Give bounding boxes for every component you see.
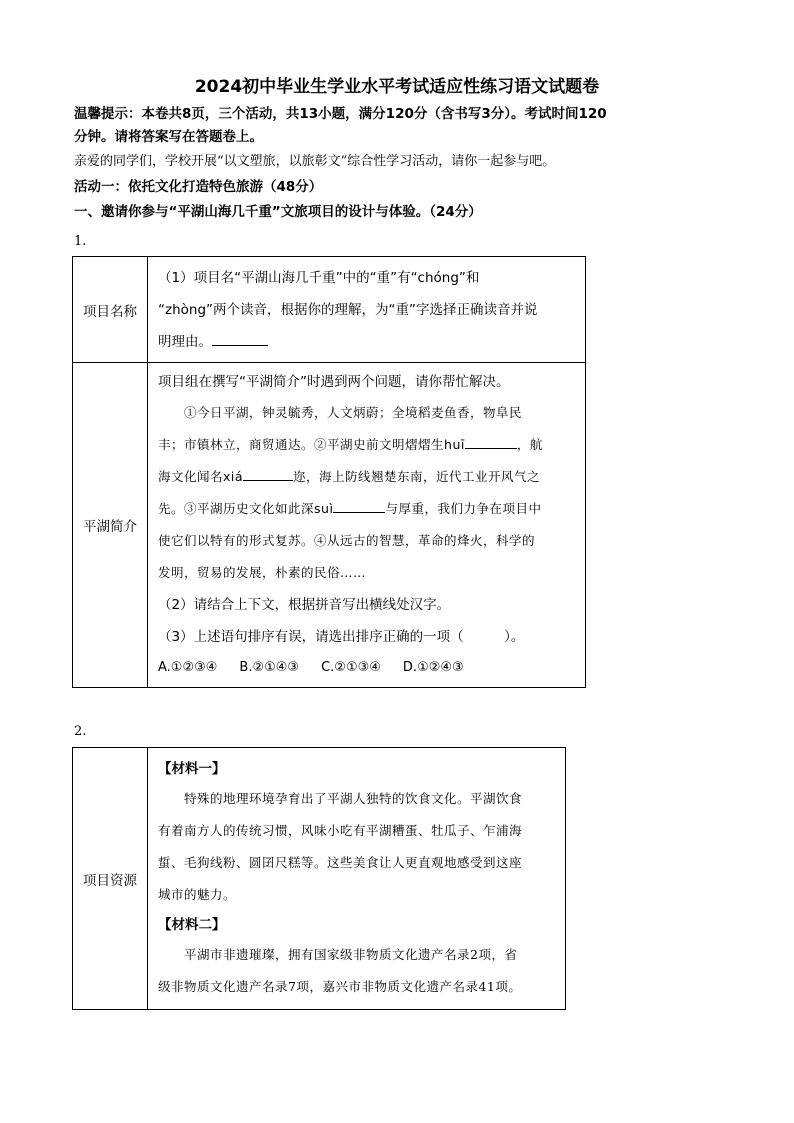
activity-heading: 活动一：依托文化打造特色旅游（48分） [74, 179, 323, 195]
row-label-pinghu-intro: 平湖简介 [73, 363, 148, 688]
row-label-project-resources: 项目资源 [73, 748, 148, 1010]
option-d[interactable]: D.①②④③ [402, 660, 464, 675]
tip-line-2: 分钟。请将答案写在答题卷上。 [74, 129, 263, 145]
material-1-line-3: 蜇、毛狗线粉、圆囝尺糕等。这些美食让人更直观地感受到这座 [158, 854, 523, 870]
material-2-line-2: 级非物质文化遗产名录7项，嘉兴市非物质文化遗产名录41项。 [158, 978, 522, 994]
material-2-line-1: 平湖市非遗璀璨，拥有国家级非物质文化遗产名录2项，省 [184, 946, 518, 962]
passage-line-5: 使它们以特有的形式复苏。④从远古的智慧，革命的烽火，科学的 [158, 533, 536, 548]
passage-line-3: 海文化闻名xiá 迩，海上防线翘楚东南，近代工业开风气之 [158, 461, 585, 493]
row-label-project-name: 项目名称 [73, 257, 148, 363]
material-1-title: 【材料一】 [158, 760, 226, 777]
passage-line-4: 先。③平湖历史文化如此深suì 与厚重，我们力争在项目中 [158, 493, 585, 525]
blank-xia[interactable] [243, 466, 293, 481]
question-1-table [72, 256, 586, 688]
question-number-1: 1. [74, 234, 87, 249]
question-2-table [72, 747, 566, 1010]
q1-1-line-1: （1）项目名“平湖山海几千重”中的“重”有“chóng”和 [158, 269, 480, 286]
question-number-2: 2. [74, 724, 87, 739]
options-row [158, 653, 585, 683]
tip-line-1: 温馨提示：本卷共8页，三个活动，共13小题，满分120分（含书写3分）。考试时间120 [74, 106, 607, 122]
passage-line-1: ①今日平湖，钟灵毓秀，人文炳蔚；全境稻麦鱼香，物阜民 [184, 405, 523, 420]
q1-2-text: （2）请结合上下文，根据拼音写出横线处汉字。 [158, 597, 451, 613]
blank-sui[interactable] [333, 498, 385, 513]
option-c[interactable]: C.②①③④ [321, 660, 381, 675]
answer-blank[interactable] [212, 331, 268, 346]
q1-1-line-2: “zhòng”两个读音，根据你的理解，为“重”字选择正确读音并说 [158, 301, 538, 318]
pinyin-xia: xiá [223, 469, 244, 484]
passage-line-2: 丰；市镇林立，商贸通达。②平湖史前文明熠熠生huī ，航 [158, 429, 585, 461]
option-a[interactable]: A.①②③④ [158, 660, 218, 675]
page-title: 2024初中毕业生学业水平考试适应性练习语文试题卷 [194, 77, 600, 97]
pinyin-hui: huī [444, 437, 465, 452]
option-b[interactable]: B.②①④③ [239, 660, 300, 675]
material-1-line-4: 城市的魅力。 [158, 886, 237, 902]
q1-3-text: （3）上述语句排序有误，请选出排序正确的一项（ ）。 [158, 629, 525, 645]
section-heading: 一、邀请你参与“平湖山海几千重”文旅项目的设计与体验。（24分） [74, 204, 482, 220]
material-1-line-2: 有着南方人的传统习惯，风味小吃有平湖糟蛋、牡瓜子、乍浦海 [158, 822, 523, 838]
pinyin-sui: suì [314, 501, 334, 516]
intro-text: 亲爱的同学们，学校开展“以文塑旅，以旅彰文”综合性学习活动，请你一起参与吧。 [74, 154, 556, 169]
material-1-line-1: 特殊的地理环境孕育出了平湖人独特的饮食文化。平湖饮食 [184, 790, 523, 806]
passage-line-6: 发明，贸易的发展，朴素的民俗…… [158, 565, 367, 580]
blank-hui[interactable] [465, 434, 517, 449]
q1-1-line-3: 明理由。 [158, 326, 585, 358]
intro-instruction: 项目组在撰写“平湖简介”时遇到两个问题，请你帮忙解决。 [158, 374, 510, 390]
material-2-title: 【材料二】 [158, 916, 226, 933]
